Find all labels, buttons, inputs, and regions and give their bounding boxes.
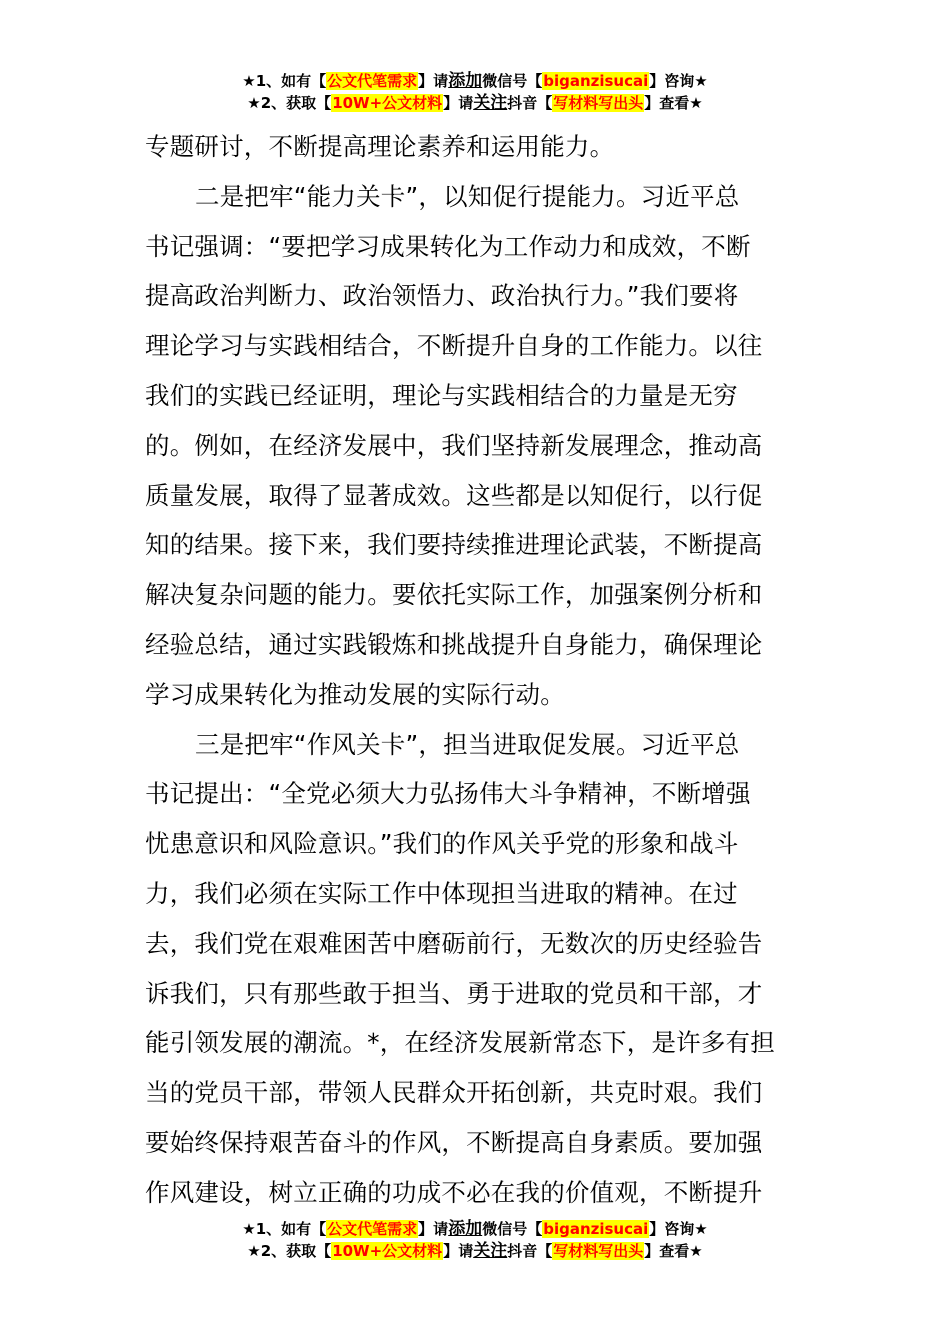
body-line: 忧患意识和风险意识。”我们的作风关乎党的形象和战斗 (145, 829, 739, 859)
banner-underlined: 关注 (473, 93, 508, 113)
banner-text: ★1、如有【 (242, 72, 327, 90)
banner-line-1 (0, 70, 950, 92)
body-line: 我们的实践已经证明，理论与实践相结合的力量是无穷 (145, 380, 738, 410)
body-line: 要始终保持艰苦奋斗的作风，不断提高自身素质。要加强 (145, 1127, 763, 1157)
body-line: 去，我们党在艰难困苦中磨砺前行，无数次的历史经验告 (145, 928, 763, 958)
body-line: 三是把牢“作风关卡”，担当进取促发展。习近平总 (195, 729, 740, 759)
banner-text: 】请 (418, 1220, 449, 1238)
body-line: 学习成果转化为推动发展的实际行动。 (145, 679, 565, 709)
body-line: 作风建设，树立正确的功成不必在我的价值观，不断提升 (145, 1177, 763, 1207)
banner-text: 抖音【 (507, 1242, 553, 1260)
body-line: 书记强调：“要把学习成果转化为工作动力和成效，不断 (145, 231, 751, 261)
body-line: 理论学习与实践相结合，不断提升自身的工作能力。以往 (145, 331, 763, 361)
banner-text: ★1、如有【 (242, 1220, 327, 1238)
banner-text: 】请 (418, 72, 449, 90)
banner-text: 】请 (443, 94, 474, 112)
body-line: 提高政治判断力、政治领悟力、政治执行力。”我们要将 (145, 281, 739, 311)
body-line: 知的结果。接下来，我们要持续推进理论武装，不断提高 (145, 530, 763, 560)
body-line: 二是把牢“能力关卡”，以知促行提能力。习近平总 (195, 181, 740, 211)
body-line: 能引领发展的潮流。*，在经济发展新常态下，是许多有担 (145, 1028, 775, 1058)
banner-text: 】请 (443, 1242, 474, 1260)
banner-text: 微信号【 (482, 1220, 543, 1238)
document-body (145, 122, 810, 1218)
body-line: 经验总结，通过实践锻炼和挑战提升自身能力，确保理论 (145, 629, 763, 659)
banner-text: 】查看★ (644, 1242, 703, 1260)
body-line: 质量发展，取得了显著成效。这些都是以知促行，以行促 (145, 480, 763, 510)
banner-highlight: 10W+公文材料 (332, 1242, 443, 1260)
body-line: 解决复杂问题的能力。要依托实际工作，加强案例分析和 (145, 580, 763, 610)
banner-douyin-id: 写材料写出头 (553, 1242, 644, 1260)
banner-underlined: 添加 (448, 1219, 483, 1239)
banner-underlined: 添加 (448, 71, 483, 91)
banner-text: 】咨询★ (649, 1220, 708, 1238)
body-line: 专题研讨，不断提高理论素养和运用能力。 (145, 132, 615, 161)
body-line: 力，我们必须在实际工作中体现担当进取的精神。在过 (145, 878, 738, 908)
banner-highlight: 10W+公文材料 (332, 94, 443, 112)
body-line: 诉我们，只有那些敢于担当、勇于进取的党员和干部，才 (145, 978, 763, 1008)
body-line: 书记提出：“全党必须大力弘扬伟大斗争精神，不断增强 (145, 779, 751, 809)
banner-text: 微信号【 (482, 72, 543, 90)
body-line: 的。例如，在经济发展中，我们坚持新发展理念，推动高 (145, 430, 763, 460)
banner-highlight: 公文代笔需求 (327, 72, 418, 90)
banner-line-2 (0, 92, 950, 114)
body-line: 当的党员干部，带领人民群众开拓创新，共克时艰。我们 (145, 1078, 763, 1108)
banner-text: 】查看★ (644, 94, 703, 112)
banner-wechat-id: biganzisucai (543, 1220, 649, 1238)
banner-text: ★2、获取【 (247, 1242, 332, 1260)
footer-banner (0, 1218, 950, 1262)
banner-underlined: 关注 (473, 1241, 508, 1261)
banner-wechat-id: biganzisucai (543, 72, 649, 90)
banner-douyin-id: 写材料写出头 (553, 94, 644, 112)
banner-text: ★2、获取【 (247, 94, 332, 112)
banner-text: 抖音【 (507, 94, 553, 112)
header-banner (0, 70, 950, 114)
banner-line-1 (0, 1218, 950, 1240)
banner-line-2 (0, 1240, 950, 1262)
banner-highlight: 公文代笔需求 (327, 1220, 418, 1238)
banner-text: 】咨询★ (649, 72, 708, 90)
